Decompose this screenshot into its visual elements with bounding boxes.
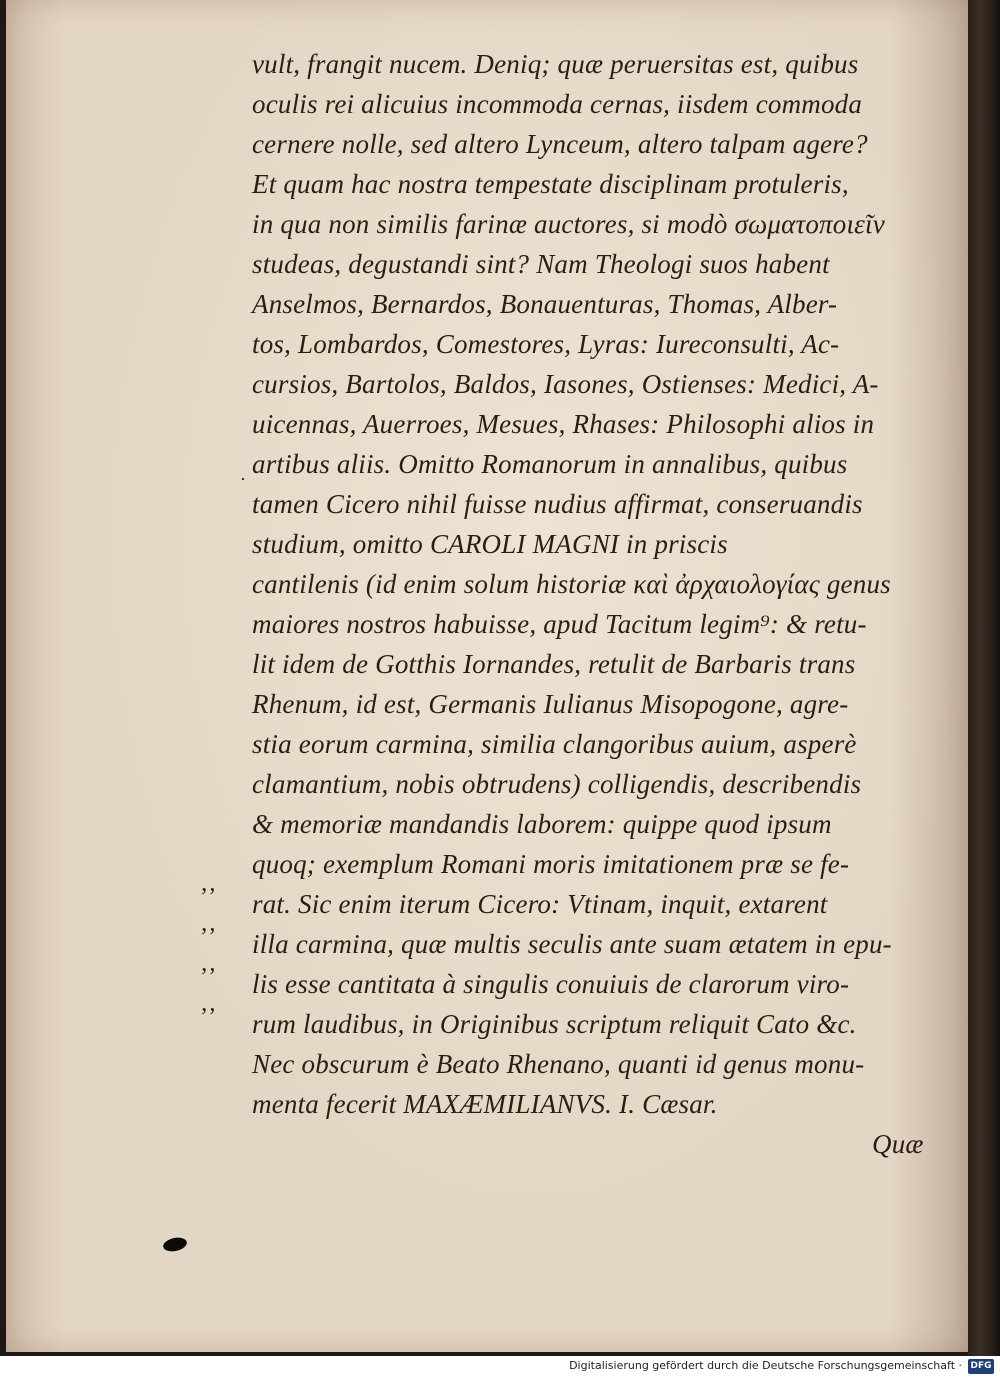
text-line: lit idem de Gotthis Iornandes, retulit de Barbaris trans	[252, 649, 856, 679]
text-line: & memoriæ mandandis laborem: quippe quod ipsum	[252, 809, 832, 839]
text-line: stia eorum carmina, similia clangoribus auium, asperè	[252, 729, 857, 759]
text-line: cursios, Bartolos, Baldos, Iasones, Ostienses: Medici, A-	[252, 369, 879, 399]
text-line: Et quam hac nostra tempestate disciplinam protuleris,	[252, 169, 849, 199]
text-line: uicennas, Auerroes, Mesues, Rhases: Philosophi alios in	[252, 409, 875, 439]
text-line: Nec obscurum è Beato Rhenano, quanti id genus monu-	[252, 1049, 865, 1079]
marginal-quote-mark: ’’	[200, 924, 219, 950]
text-line: in qua non similis farinæ auctores, si modò σωματοποιεῖν	[252, 209, 885, 239]
footer-bar	[0, 1356, 1000, 1378]
footer-credit: Digitalisierung gefördert durch die Deutsche Forschungsgemeinschaft ·	[569, 1359, 962, 1372]
text-line: Rhenum, id est, Germanis Iulianus Misopogone, agre-	[252, 689, 849, 719]
text-line: clamantium, nobis obtrudens) colligendis, describendis	[252, 769, 862, 799]
text-line: tos, Lombardos, Comestores, Lyras: Iureconsulti, Ac-	[252, 329, 840, 359]
text-line: Anselmos, Bernardos, Bonauenturas, Thomas, Alber-	[252, 289, 838, 319]
catchword: Quæ	[872, 1129, 924, 1159]
text-line: rat. Sic enim iterum Cicero: Vtinam, inquit, extarent	[252, 889, 828, 919]
book-edge	[968, 0, 1000, 1356]
marginal-quote-mark: ’’	[200, 964, 219, 990]
text-line: cernere nolle, sed altero Lynceum, altero talpam agere?	[252, 129, 868, 159]
text-line: menta fecerit MAXÆMILIANVS. I. Cæsar.	[252, 1089, 718, 1119]
text-line: rum laudibus, in Originibus scriptum reliquit Cato &c.	[252, 1009, 857, 1039]
text-line: oculis rei alicuius incommoda cernas, iisdem commoda	[252, 89, 863, 119]
text-line: tamen Cicero nihil fuisse nudius affirmat, conseruandis	[252, 489, 863, 519]
dfg-logo-icon: DFG	[968, 1359, 994, 1374]
text-line: quoq; exemplum Romani moris imitationem præ se fe-	[252, 849, 850, 879]
text-line: studeas, degustandi sint? Nam Theologi suos habent	[252, 249, 830, 279]
marginal-quote-mark: ’’	[200, 884, 219, 910]
text-line: vult, frangit nucem. Deniq; quæ peruersitas est, quibus	[252, 49, 859, 79]
marginal-quote-mark: ’’	[200, 1004, 219, 1030]
text-line: cantilenis (id enim solum historiæ καὶ ἀρχαιολογίας genus	[252, 569, 891, 599]
margin-speck	[242, 478, 244, 480]
text-line: artibus aliis. Omitto Romanorum in annalibus, quibus	[252, 449, 848, 479]
text-line: lis esse cantitata à singulis conuiuis de clarorum viro-	[252, 969, 850, 999]
text-line: illa carmina, quæ multis seculis ante suam ætatem in epu-	[252, 929, 892, 959]
text-line: studium, omitto CAROLI MAGNI in priscis	[252, 529, 728, 559]
text-line: maiores nostros habuisse, apud Tacitum legim⁹: & retu-	[252, 609, 867, 639]
